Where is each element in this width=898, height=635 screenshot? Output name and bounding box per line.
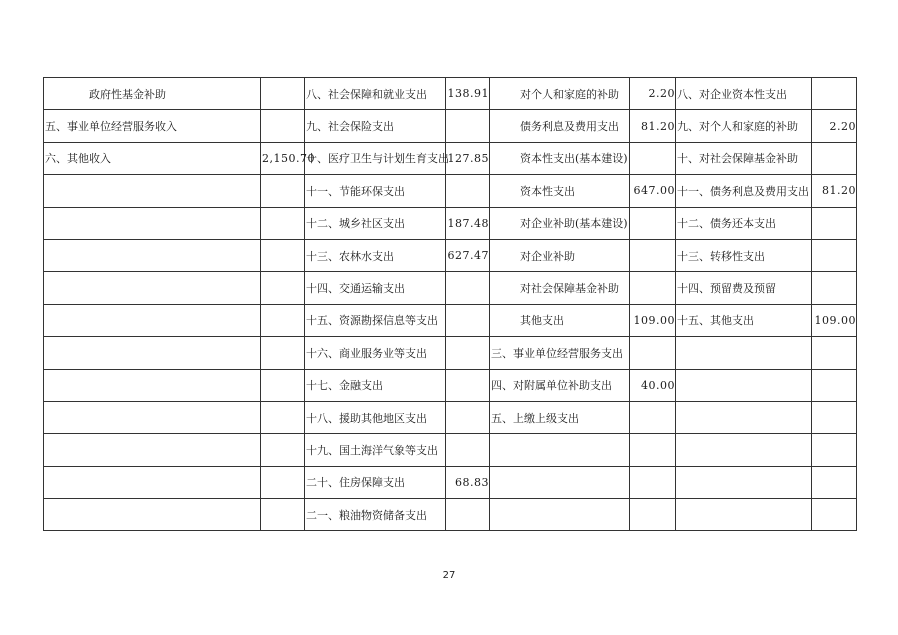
expense-func-cell: 二一、粮油物资储备支出 xyxy=(305,499,446,531)
expense-econ-cell xyxy=(490,466,630,498)
table-row xyxy=(44,239,857,271)
expense-econ-amount-cell xyxy=(630,434,676,466)
income-item-cell xyxy=(44,369,261,401)
expense-func-amount-cell xyxy=(446,175,490,207)
expense-func-cell: 十八、援助其他地区支出 xyxy=(305,401,446,433)
expense-gov-econ-cell xyxy=(676,434,812,466)
income-amount-cell xyxy=(261,272,305,304)
expense-econ-cell: 三、事业单位经营服务支出 xyxy=(490,337,630,369)
income-item-cell xyxy=(44,466,261,498)
expense-func-cell: 十六、商业服务业等支出 xyxy=(305,337,446,369)
income-amount-cell xyxy=(261,499,305,531)
expense-econ-cell: 对企业补助(基本建设) xyxy=(490,207,630,239)
expense-econ-cell: 对个人和家庭的补助 xyxy=(490,78,630,110)
income-amount-cell xyxy=(261,110,305,142)
expense-func-cell: 八、社会保障和就业支出 xyxy=(305,78,446,110)
table-row xyxy=(44,175,857,207)
expense-gov-econ-amount-cell xyxy=(812,499,857,531)
table-row xyxy=(44,110,857,142)
expense-gov-econ-amount-cell xyxy=(812,207,857,239)
expense-gov-econ-cell xyxy=(676,369,812,401)
income-amount-cell xyxy=(261,207,305,239)
income-item-cell xyxy=(44,175,261,207)
expense-func-cell: 十二、城乡社区支出 xyxy=(305,207,446,239)
table-row xyxy=(44,369,857,401)
expense-gov-econ-amount-cell xyxy=(812,239,857,271)
expense-gov-econ-amount-cell xyxy=(812,466,857,498)
expense-econ-amount-cell: 647.00 xyxy=(630,175,676,207)
expense-gov-econ-cell xyxy=(676,499,812,531)
expense-func-amount-cell xyxy=(446,337,490,369)
expense-gov-econ-amount-cell xyxy=(812,142,857,174)
income-amount-cell xyxy=(261,304,305,336)
budget-table xyxy=(43,77,857,531)
expense-gov-econ-amount-cell xyxy=(812,401,857,433)
table-row xyxy=(44,142,857,174)
table-body xyxy=(44,78,857,531)
expense-func-cell: 十九、国土海洋气象等支出 xyxy=(305,434,446,466)
expense-func-amount-cell: 68.83 xyxy=(446,466,490,498)
expense-gov-econ-amount-cell xyxy=(812,434,857,466)
income-item-cell: 政府性基金补助 xyxy=(44,78,261,110)
expense-gov-econ-amount-cell: 2.20 xyxy=(812,110,857,142)
expense-econ-amount-cell: 81.20 xyxy=(630,110,676,142)
income-amount-cell xyxy=(261,369,305,401)
expense-gov-econ-cell: 十四、预留费及预留 xyxy=(676,272,812,304)
expense-gov-econ-cell: 十二、债务还本支出 xyxy=(676,207,812,239)
expense-econ-amount-cell xyxy=(630,337,676,369)
expense-gov-econ-cell: 十三、转移性支出 xyxy=(676,239,812,271)
expense-func-amount-cell: 187.48 xyxy=(446,207,490,239)
expense-func-cell: 九、社会保险支出 xyxy=(305,110,446,142)
expense-econ-cell: 资本性支出(基本建设) xyxy=(490,142,630,174)
table-row xyxy=(44,434,857,466)
income-amount-cell xyxy=(261,175,305,207)
expense-econ-amount-cell xyxy=(630,207,676,239)
expense-func-cell: 十七、金融支出 xyxy=(305,369,446,401)
expense-func-cell: 十、医疗卫生与计划生育支出 xyxy=(305,142,446,174)
income-item-cell xyxy=(44,434,261,466)
table-row xyxy=(44,78,857,110)
expense-econ-amount-cell xyxy=(630,142,676,174)
table-row xyxy=(44,304,857,336)
income-amount-cell xyxy=(261,466,305,498)
table-row xyxy=(44,401,857,433)
expense-econ-cell: 对社会保障基金补助 xyxy=(490,272,630,304)
expense-econ-cell xyxy=(490,499,630,531)
expense-func-amount-cell xyxy=(446,369,490,401)
expense-func-amount-cell xyxy=(446,401,490,433)
expense-gov-econ-amount-cell: 109.00 xyxy=(812,304,857,336)
income-amount-cell xyxy=(261,337,305,369)
expense-econ-cell: 四、对附属单位补助支出 xyxy=(490,369,630,401)
income-item-cell xyxy=(44,401,261,433)
expense-econ-cell: 对企业补助 xyxy=(490,239,630,271)
expense-func-cell: 十五、资源勘探信息等支出 xyxy=(305,304,446,336)
income-item-cell xyxy=(44,272,261,304)
expense-econ-amount-cell: 40.00 xyxy=(630,369,676,401)
expense-econ-cell: 五、上缴上级支出 xyxy=(490,401,630,433)
income-item-cell xyxy=(44,499,261,531)
expense-gov-econ-cell: 十一、债务利息及费用支出 xyxy=(676,175,812,207)
expense-econ-cell: 债务利息及费用支出 xyxy=(490,110,630,142)
expense-gov-econ-amount-cell xyxy=(812,78,857,110)
table-row xyxy=(44,207,857,239)
expense-gov-econ-amount-cell xyxy=(812,369,857,401)
expense-econ-amount-cell xyxy=(630,239,676,271)
expense-func-amount-cell xyxy=(446,304,490,336)
expense-econ-amount-cell: 109.00 xyxy=(630,304,676,336)
income-amount-cell xyxy=(261,78,305,110)
expense-gov-econ-cell: 九、对个人和家庭的补助 xyxy=(676,110,812,142)
income-amount-cell xyxy=(261,434,305,466)
table-row xyxy=(44,272,857,304)
expense-gov-econ-cell: 十、对社会保障基金补助 xyxy=(676,142,812,174)
expense-econ-amount-cell xyxy=(630,401,676,433)
expense-func-amount-cell: 127.85 xyxy=(446,142,490,174)
expense-func-amount-cell xyxy=(446,499,490,531)
expense-econ-amount-cell: 2.20 xyxy=(630,78,676,110)
expense-func-amount-cell xyxy=(446,434,490,466)
expense-econ-amount-cell xyxy=(630,272,676,304)
expense-gov-econ-cell: 十五、其他支出 xyxy=(676,304,812,336)
expense-gov-econ-amount-cell xyxy=(812,272,857,304)
income-item-cell xyxy=(44,207,261,239)
table-row xyxy=(44,499,857,531)
expense-gov-econ-cell xyxy=(676,337,812,369)
expense-func-cell: 十四、交通运输支出 xyxy=(305,272,446,304)
income-item-cell: 六、其他收入 xyxy=(44,142,261,174)
table-row xyxy=(44,337,857,369)
expense-func-amount-cell xyxy=(446,272,490,304)
expense-func-amount-cell: 627.47 xyxy=(446,239,490,271)
income-amount-cell xyxy=(261,239,305,271)
expense-gov-econ-amount-cell: 81.20 xyxy=(812,175,857,207)
income-item-cell xyxy=(44,239,261,271)
expense-func-cell: 十一、节能环保支出 xyxy=(305,175,446,207)
expense-gov-econ-cell xyxy=(676,401,812,433)
page-number: 27 xyxy=(442,570,456,581)
expense-econ-amount-cell xyxy=(630,499,676,531)
income-item-cell: 五、事业单位经营服务收入 xyxy=(44,110,261,142)
expense-econ-cell: 资本性支出 xyxy=(490,175,630,207)
expense-func-amount-cell xyxy=(446,110,490,142)
expense-econ-amount-cell xyxy=(630,466,676,498)
expense-func-amount-cell: 138.91 xyxy=(446,78,490,110)
expense-func-cell: 二十、住房保障支出 xyxy=(305,466,446,498)
income-amount-cell: 2,150.70 xyxy=(261,142,305,174)
expense-func-cell: 十三、农林水支出 xyxy=(305,239,446,271)
expense-gov-econ-cell xyxy=(676,466,812,498)
expense-econ-cell: 其他支出 xyxy=(490,304,630,336)
table-row xyxy=(44,466,857,498)
income-item-cell xyxy=(44,337,261,369)
expense-econ-cell xyxy=(490,434,630,466)
expense-gov-econ-amount-cell xyxy=(812,337,857,369)
expense-gov-econ-cell: 八、对企业资本性支出 xyxy=(676,78,812,110)
income-amount-cell xyxy=(261,401,305,433)
income-item-cell xyxy=(44,304,261,336)
